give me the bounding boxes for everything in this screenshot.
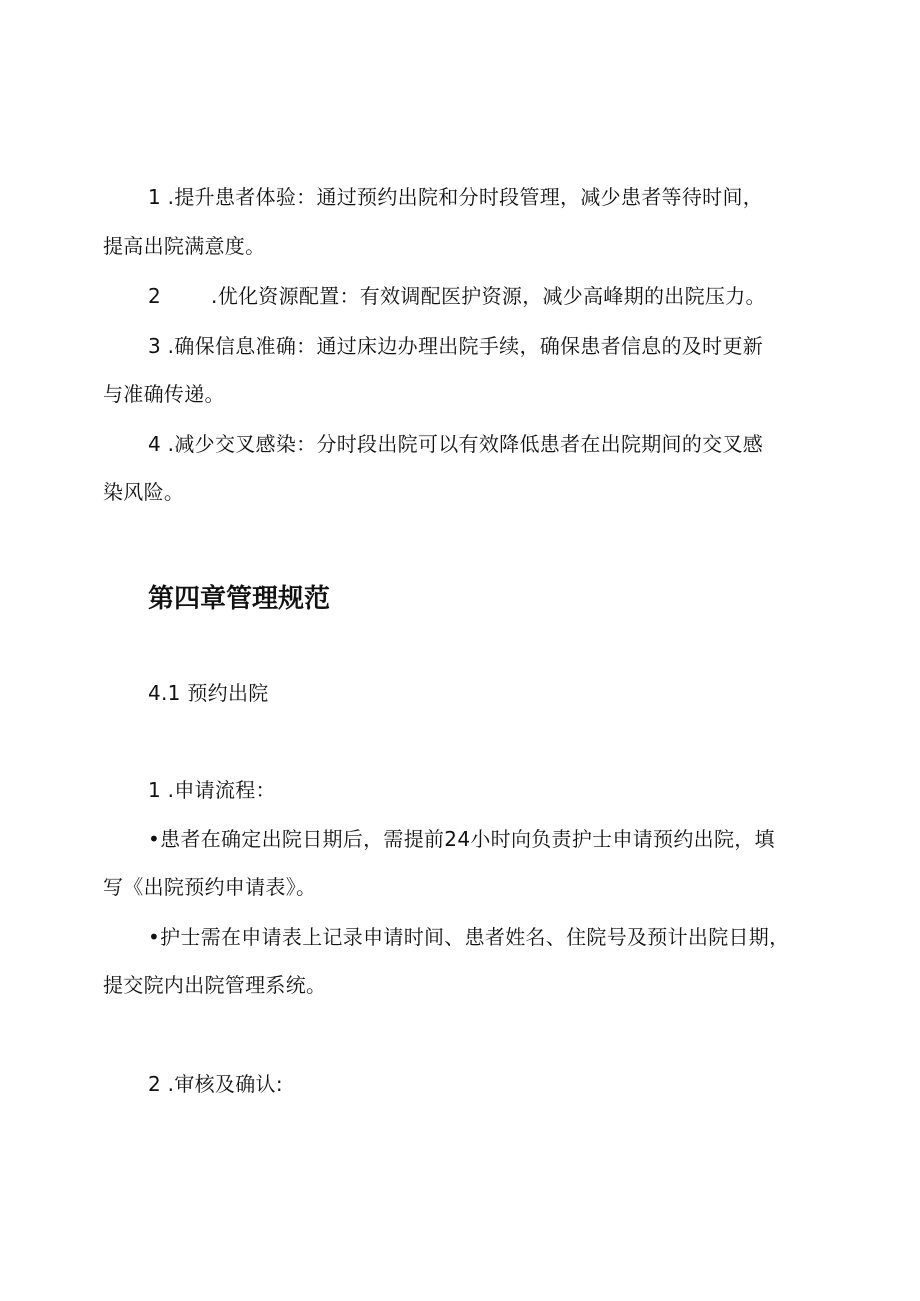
- bullet-2-line-1: •护士需在申请表上记录申请时间、患者姓名、住院号及预计出院日期，: [148, 925, 790, 949]
- bullet-2-line-2: 提交院内出院管理系统。: [103, 973, 327, 997]
- item-1-line-1: 1 .提升患者体验：通过预约出院和分时段管理，减少患者等待时间，: [148, 185, 764, 209]
- item-4-line-1: 4 .减少交叉感染：分时段出院可以有效降低患者在出院期间的交叉感: [148, 432, 764, 456]
- item-3-line-2: 与准确传递。: [103, 382, 225, 406]
- item-4-line-2: 染风险。: [103, 480, 185, 504]
- bullet-1-line-2: 写《出院预约申请表》。: [103, 875, 317, 899]
- item-2-text: .优化资源配置：有效调配医护资源，减少高峰期的出院压力。: [211, 284, 766, 308]
- section-title: 4.1 预约出院: [148, 681, 269, 705]
- item-1-line-2: 提高出院满意度。: [103, 234, 266, 258]
- chapter-title: 第四章管理规范: [148, 584, 331, 614]
- step-1-title: 1 .申请流程：: [148, 778, 276, 802]
- bullet-1-line-1: •患者在确定出院日期后，需提前24小时向负责护士申请预约出院，填: [148, 827, 775, 851]
- step-2-title: 2 .审核及确认:: [148, 1072, 283, 1096]
- item-2-number: 2: [148, 284, 162, 308]
- item-3-line-1: 3 .确保信息准确：通过床边办理出院手续，确保患者信息的及时更新: [148, 334, 764, 358]
- item-2: [148, 283, 766, 309]
